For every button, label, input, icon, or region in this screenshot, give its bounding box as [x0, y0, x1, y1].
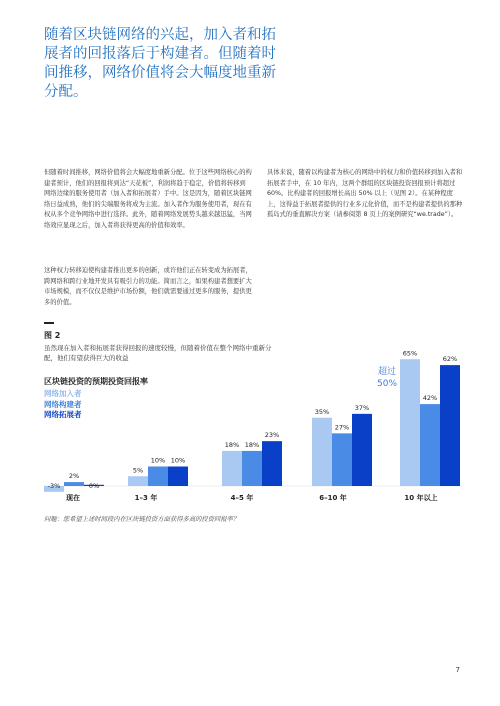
bar-2-3	[168, 467, 188, 487]
bar-2-1	[128, 476, 148, 486]
bar-value-label: 62%	[442, 355, 458, 364]
bar-value-label: 2%	[68, 472, 80, 481]
figure-caption: 虽然现在加入者和拓展者获得回报的速度较慢，但随着价值在整个网络中重新分配，他们有望获得巨大的收益	[44, 344, 272, 362]
bar-value-label: 37%	[354, 403, 370, 412]
bar-value-label: 18%	[244, 440, 260, 449]
bar-4-3	[352, 414, 372, 486]
bar-5-1	[400, 359, 420, 486]
figure-label: 图 2	[44, 331, 61, 340]
body-paragraph-left-2: 这种权力转移迫使构建者推出更多的创新，或许他们正在转变成为拓展者，跨网络和跨行业地开发具有吸引力的功能。简而言之，如果构建者想要扩大市场规模，而不仅仅是维护市场份额，他们就需要通过更多的服务，提供更多的价值。	[44, 267, 252, 306]
bar-value-label: 5%	[132, 466, 144, 475]
body-paragraph-left-1: 但随着时间推移，网络价值将会大幅度地重新分配。位于这些网络核心的构建者预计，他们的回报将到达“天花板”，利润将趋于稳定，价值将转移到网络边缘的服务使用者（加入者和拓展者）手中。这是因为，随着区块链网络日益成熟，他们的尖端服务将成为主流。加入者作为服务使用者，现在有权从多个竞争网络中进行选择。此外，随着网络发展势头越来越迅猛，当网络效应显现之后，加入者将获得更高的价值和效率。	[44, 169, 252, 229]
category-label: 现在	[66, 494, 80, 502]
bar-value-label: 23%	[264, 431, 280, 440]
bar-2-2	[148, 467, 168, 487]
bar-value-label: -3%	[47, 482, 61, 490]
bar-3-1	[222, 451, 242, 486]
bar-value-label: 18%	[224, 440, 240, 449]
headline: 随着区块链网络的兴起，加入者和拓展者的回报落后于构建者。但随着时间推移，网络价值将会大幅度地重新分配。	[44, 27, 276, 100]
survey-question: 问题：您希望上述时间段内在区块链投资方面获得多高的投资回报率？	[44, 516, 240, 523]
chart-title: 区块链投资的预期投资回报率	[44, 376, 148, 386]
body-paragraph-right: 具体来说，随着以构建者为核心的网络中的权力和价值转移到加入者和拓展者手中，在 10 年内，这两个群组的区块链投资回报预计将超过 60%。比构建者的回报增长高出 50% 以上（见图 2）。在某种程度上，这得益于拓展者提供的行业多元化价值，而不是构建者提供的那种孤岛式的垂直解决方案（请参阅第 8 页上的案例研究“we.trade”）。	[267, 169, 463, 219]
legend-extenders: 网络拓展者	[44, 410, 82, 419]
category-label: 1–3 年	[134, 494, 158, 502]
category-label: 4–5 年	[230, 494, 254, 502]
bar-5-2	[420, 404, 440, 486]
bar-4-1	[312, 418, 332, 486]
bar-1-2	[64, 482, 84, 486]
bar-value-label: 10%	[170, 456, 186, 465]
legend-builders: 网络构建者	[44, 399, 82, 409]
bar-5-3	[440, 365, 460, 486]
callout-line-1: 超过	[378, 367, 397, 377]
bar-3-3	[262, 441, 282, 486]
bar-value-label: 42%	[422, 394, 438, 403]
page-number: 7	[455, 666, 460, 674]
bar-value-label: 65%	[402, 349, 418, 358]
bar-4-2	[332, 433, 352, 486]
callout-line-2: 50%	[377, 379, 398, 389]
bar-value-label: 0%	[88, 482, 100, 490]
bar-value-label: 27%	[334, 423, 350, 432]
bar-value-label: 10%	[150, 456, 166, 465]
bar-3-2	[242, 451, 262, 486]
bar-value-label: 35%	[314, 407, 330, 416]
category-label: 10 年以上	[404, 494, 438, 502]
legend-joiners: 网络加入者	[44, 389, 82, 398]
category-label: 6–10 年	[319, 494, 347, 502]
